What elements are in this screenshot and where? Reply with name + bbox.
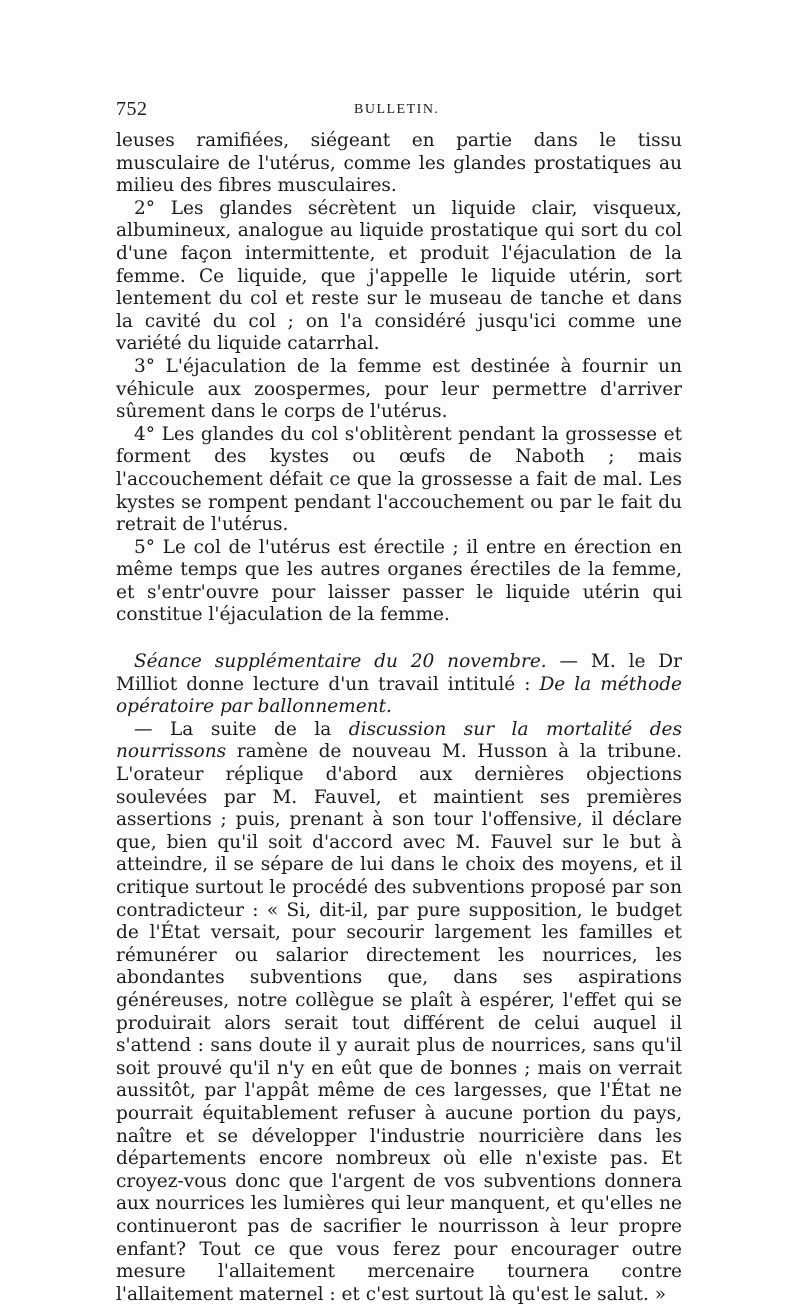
- running-title: BULLETIN.: [354, 102, 440, 117]
- session-paragraph: [116, 651, 682, 719]
- discussion-paragraph: [116, 719, 682, 1306]
- discussion-prefix: — La suite de la: [134, 718, 349, 740]
- session-intro: — M. le Dr Milliot donne lecture d'un travail intitulé :: [116, 651, 682, 695]
- body-text: [116, 130, 682, 1306]
- discussion-text: ramène de nouveau M. Husson à la tribune. L'orateur réplique d'abord aux dernières objections soulevées par M. Fauvel, et maintient ses premières assertions ; puis, prenant à son tour l'offensive, il déclare que, bien qu'il soit d'accord avec M. Fauvel sur le but à atteindre, il se sépare de lui dans le choix des moyens, et il critique surtout le procédé des subventions proposé par son contradicteur : « Si, dit-il, par pure supposition, le budget de l'État versait, pour secourir largement les familles et rémunérer ou salarior directement les nourrices, les abondantes subventions que, dans ses aspirations généreuses, notre collègue se plaît à espérer, l'effet qui se produirait alors serait tout différent de celui auquel il s'attend : sans doute il y aurait plus de nourrices, sans qu'il soit prouvé qu'il n'y en eût que de bonnes ; mais on verrait aussitôt, par l'appât même de ces largesses, que l'État ne pourrait équitablement refuser à aucune portion du pays, naître et se développer l'industrie nourricière dans les départements encore nombreux où elle n'existe pas. Et croyez-vous donc que l'argent de vos subventions donnera aux nourrices les lumières qui leur manquent, et qu'elles ne continueront pas de sacrifier le nourrisson à leur propre enfant? Tout ce que vous ferez pour encourager outre mesure l'allaitement mercenaire tournera contre l'allaitement maternel : et c'est surtout là qu'est le salut. »: [116, 741, 682, 1305]
- paragraph-point-5: 5° Le col de l'utérus est érectile ; il entre en érection en même temps que les autres organes érectiles de la femme, et s'entr'ouvre pour laisser passer le liquide utérin qui constitue l'éjaculation de la femme.: [116, 536, 682, 626]
- paragraph-point-2: 2° Les glandes sécrètent un liquide clair, visqueux, albumineux, analogue au liquide prostatique qui sort du col d'une façon intermittente, et produit l'éjaculation de la femme. Ce liquide, que j'appelle le liquide utérin, sort lentement du col et reste sur le museau de tanche et dans la cavité du col ; on l'a considéré jusqu'ici comme une variété du liquide catarrhal.: [116, 197, 682, 355]
- paragraph-continuation: leuses ramifiées, siégeant en partie dans le tissu musculaire de l'utérus, comme les glandes prostatiques au milieu des fibres musculaires.: [116, 130, 682, 197]
- page-number: 752: [116, 98, 148, 120]
- discussion-topic: discussion sur la mortalité des nourrissons: [116, 718, 682, 763]
- work-title: De la méthode opératoire par ballonnement.: [116, 673, 682, 718]
- page-header: [116, 98, 682, 122]
- session-title: Séance supplémentaire du 20 novembre.: [134, 651, 547, 673]
- paragraph-point-3: 3° L'éjaculation de la femme est destinée à fournir un véhicule aux zoospermes, pour leur permettre d'arriver sûrement dans le corps de l'utérus.: [116, 355, 682, 423]
- paragraph-point-4: 4° Les glandes du col s'oblitèrent pendant la grossesse et forment des kystes ou œufs de Naboth ; mais l'accouchement défait ce que la grossesse a fait de mal. Les kystes se rompent pendant l'accouchement ou par le fait du retrait de l'utérus.: [116, 423, 682, 536]
